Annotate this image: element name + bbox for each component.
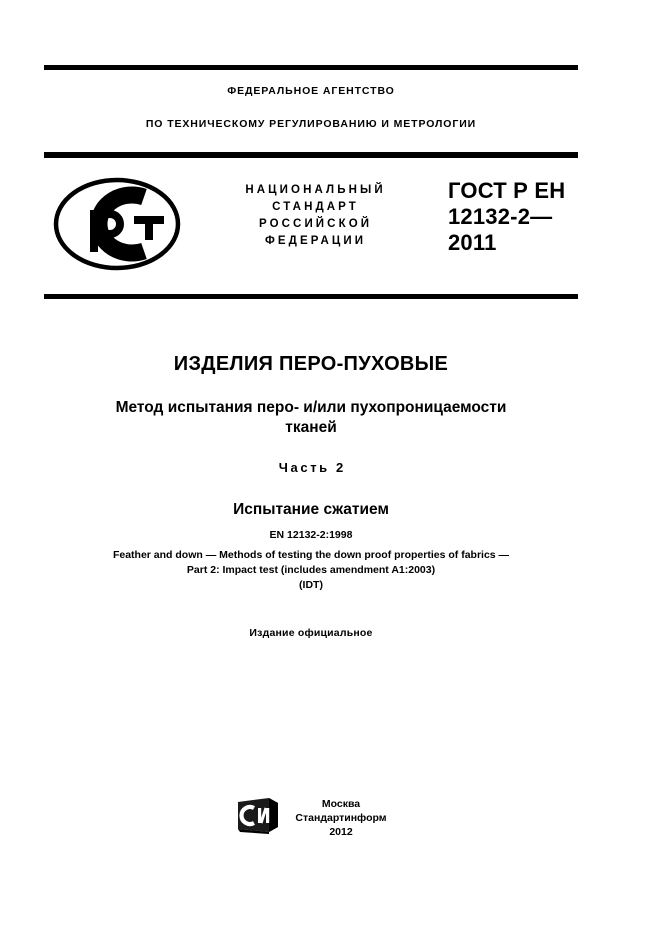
en-title-line-1: Feather and down — Methods of testing the down proof properties of fabrics — [112,549,510,561]
gost-rst-oval-emblem-icon [52,176,182,272]
standartinform-book-emblem-icon [235,796,281,836]
standard-designation-line-1: ГОСТ Р ЕН [448,178,566,203]
document-title: ИЗДЕЛИЯ ПЕРО-ПУХОВЫЕ [173,353,449,375]
document-subtitle-line-1: Метод испытания перо- и/или пухопроницаемости [115,399,507,416]
standard-designation-line-3: 2011 [448,230,497,255]
title-block [44,352,578,519]
publisher-year: 2012 [329,826,353,838]
national-standard-line-4: ФЕДЕРАЦИИ [264,235,367,247]
official-edition-note: Издание официальное [249,627,373,639]
publisher-footer [44,796,578,839]
national-standard-line-2: СТАНДАРТ [272,201,359,213]
national-standard-line-1: НАЦИОНАЛЬНЫЙ [245,184,386,196]
agency-header [44,86,578,129]
standard-designation [448,178,623,256]
agency-header-line-1: ФЕДЕРАЛЬНОЕ АГЕНТСТВО [227,85,395,97]
document-part-label: Часть 2 [278,460,346,475]
en-title-line-2: Part 2: Impact test (includes amendment A1:2003) [186,564,436,576]
document-subtitle [44,398,578,438]
agency-header-line-2: ПО ТЕХНИЧЕСКОМУ РЕГУЛИРОВАНИЮ И МЕТРОЛОГИИ [145,117,477,130]
en-reference: EN 12132-2:1998 [269,529,353,541]
en-equivalence-degree: (IDT) [299,579,323,591]
header-rule-middle [44,152,578,158]
publisher-name: Стандартинформ [295,812,387,824]
publisher-city: Москва [321,798,361,810]
document-subtitle-line-2: тканей [285,419,337,436]
en-equivalent-block [44,528,578,593]
header-rule-top [44,65,578,70]
standard-designation-line-2: 12132-2— [448,204,553,229]
national-standard-heading [199,182,429,250]
publisher-imprint [295,796,386,839]
standard-identification-row [44,170,578,288]
header-rule-bottom [44,294,578,299]
document-section-title: Испытание сжатием [233,501,389,518]
national-standard-line-3: РОССИЙСКОЙ [258,218,373,230]
